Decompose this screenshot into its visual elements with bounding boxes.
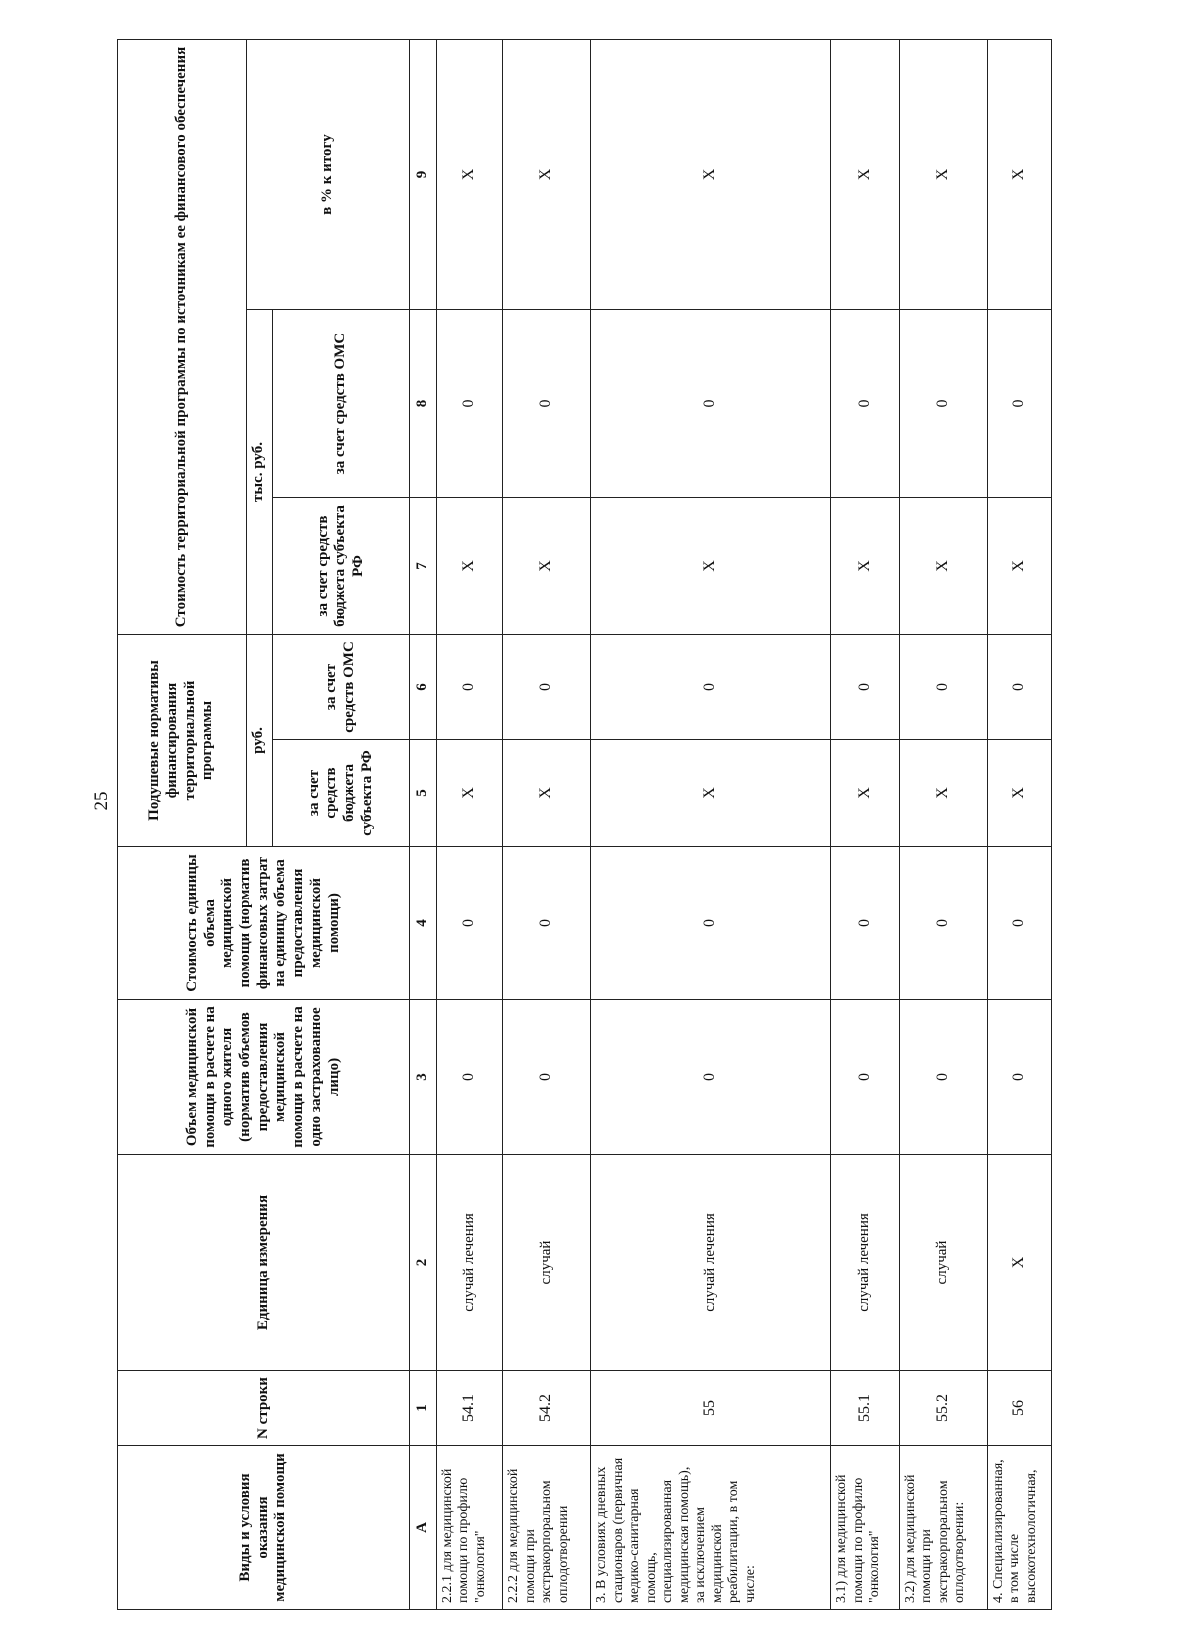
row-unit: случай лечения xyxy=(436,1155,502,1371)
row-percent: Х xyxy=(987,40,1051,310)
row-line-number: 56 xyxy=(987,1371,1051,1446)
row-volume: 0 xyxy=(987,1000,1051,1155)
row-oms-norm: 0 xyxy=(899,635,987,740)
row-oms-norm: 0 xyxy=(591,635,831,740)
row-oms-norm: 0 xyxy=(987,635,1051,740)
row-label: 2.2.1 для медицинской помощи по профилю "онкология" xyxy=(436,1446,502,1610)
row-budget-cost: Х xyxy=(436,498,502,635)
colnum-9: 9 xyxy=(410,40,436,310)
row-percent: Х xyxy=(503,40,591,310)
row-budget-cost: Х xyxy=(987,498,1051,635)
row-label: 3.1) для медицинской помощи по профилю "онкология" xyxy=(831,1446,900,1610)
header-unit-rub: руб. xyxy=(246,635,272,847)
row-volume: 0 xyxy=(591,1000,831,1155)
row-percent: Х xyxy=(831,40,900,310)
colnum-a: А xyxy=(410,1446,436,1610)
row-oms-cost: 0 xyxy=(831,310,900,498)
colnum-3: 3 xyxy=(410,1000,436,1155)
row-budget-cost: Х xyxy=(831,498,900,635)
colnum-5: 5 xyxy=(410,740,436,847)
colnum-4: 4 xyxy=(410,847,436,1000)
row-budget-norm: Х xyxy=(831,740,900,847)
row-budget-norm: Х xyxy=(503,740,591,847)
table-row xyxy=(831,40,900,1610)
row-oms-cost: 0 xyxy=(899,310,987,498)
row-volume: 0 xyxy=(436,1000,502,1155)
table-row xyxy=(591,40,831,1610)
row-unit: случай лечения xyxy=(591,1155,831,1371)
row-line-number: 54.2 xyxy=(503,1371,591,1446)
header-line-number: N строки xyxy=(118,1371,410,1446)
header-oms-norm: за счет средств ОМС xyxy=(273,635,410,740)
row-label: 2.2.2 для медицинской помощи при экстракорпоральном оплодотворении xyxy=(503,1446,591,1610)
row-unit-cost: 0 xyxy=(436,847,502,1000)
row-label: 3.2) для медицинской помощи при экстракорпоральном оплодотворении: xyxy=(899,1446,987,1610)
row-budget-norm: Х xyxy=(436,740,502,847)
row-line-number: 55.2 xyxy=(899,1371,987,1446)
row-volume: 0 xyxy=(503,1000,591,1155)
header-volume: Объем медицинской помощи в расчете на одного жителя (норматив объемов предоставления медицинской помощи в расчете на одно застрахованное лицо) xyxy=(118,1000,410,1155)
row-budget-cost: Х xyxy=(503,498,591,635)
colnum-2: 2 xyxy=(410,1155,436,1371)
colnum-7: 7 xyxy=(410,498,436,635)
row-unit-cost: 0 xyxy=(831,847,900,1000)
header-percent-of-total: в % к итогу xyxy=(246,40,410,310)
row-budget-norm: Х xyxy=(899,740,987,847)
colnum-1: 1 xyxy=(410,1371,436,1446)
table-row xyxy=(987,40,1051,1610)
header-budget-cost: за счет средств бюджета субъекта РФ xyxy=(273,498,410,635)
row-budget-cost: Х xyxy=(591,498,831,635)
row-unit: Х xyxy=(987,1155,1051,1371)
financing-table xyxy=(117,39,1052,1610)
row-budget-norm: Х xyxy=(591,740,831,847)
row-percent: Х xyxy=(899,40,987,310)
row-unit-cost: 0 xyxy=(591,847,831,1000)
row-oms-cost: 0 xyxy=(987,310,1051,498)
row-unit: случай лечения xyxy=(831,1155,900,1371)
row-percent: Х xyxy=(436,40,502,310)
row-unit-cost: 0 xyxy=(503,847,591,1000)
row-oms-cost: 0 xyxy=(436,310,502,498)
header-unit: Единица измерения xyxy=(118,1155,410,1371)
row-unit: случай xyxy=(899,1155,987,1371)
row-budget-norm: Х xyxy=(987,740,1051,847)
row-oms-norm: 0 xyxy=(436,635,502,740)
table-row xyxy=(436,40,502,1610)
row-line-number: 54.1 xyxy=(436,1371,502,1446)
row-label: 4. Специализированная, в том числе высокотехнологичная, xyxy=(987,1446,1051,1610)
row-oms-norm: 0 xyxy=(503,635,591,740)
header-program-cost: Стоимость территориальной программы по источникам ее финансового обеспечения xyxy=(118,40,247,635)
row-volume: 0 xyxy=(831,1000,900,1155)
row-oms-cost: 0 xyxy=(591,310,831,498)
row-oms-norm: 0 xyxy=(831,635,900,740)
header-budget-norm: за счет средств бюджета субъекта РФ xyxy=(273,740,410,847)
row-volume: 0 xyxy=(899,1000,987,1155)
row-oms-cost: 0 xyxy=(503,310,591,498)
rotated-table-container xyxy=(117,40,1052,1610)
row-line-number: 55.1 xyxy=(831,1371,900,1446)
row-unit: случай xyxy=(503,1155,591,1371)
row-unit-cost: 0 xyxy=(899,847,987,1000)
row-budget-cost: Х xyxy=(899,498,987,635)
row-line-number: 55 xyxy=(591,1371,831,1446)
page-number: 25 xyxy=(91,791,112,811)
row-unit-cost: 0 xyxy=(987,847,1051,1000)
table-row xyxy=(503,40,591,1610)
header-unit-thousand-rub: тыс. руб. xyxy=(246,310,272,635)
header-unit-cost: Стоимость единицы объема медицинской помощи (норматив финансовых затрат на единицу объема предоставления медицинской помощи) xyxy=(118,847,410,1000)
colnum-8: 8 xyxy=(410,310,436,498)
header-kinds: Виды и условия оказания медицинской помощи xyxy=(118,1446,410,1610)
colnum-6: 6 xyxy=(410,635,436,740)
row-percent: Х xyxy=(591,40,831,310)
table-row xyxy=(899,40,987,1610)
header-per-capita-norms: Подушевые нормативы финансирования территориальной программы xyxy=(118,635,247,847)
header-oms-cost: за счет средств ОМС xyxy=(273,310,410,498)
row-label: 3. В условиях дневных стационаров (первичная медико-санитарная помощь, специализированная медицинская помощь), за исключением медицинской реабилитации, в том числе: xyxy=(591,1446,831,1610)
